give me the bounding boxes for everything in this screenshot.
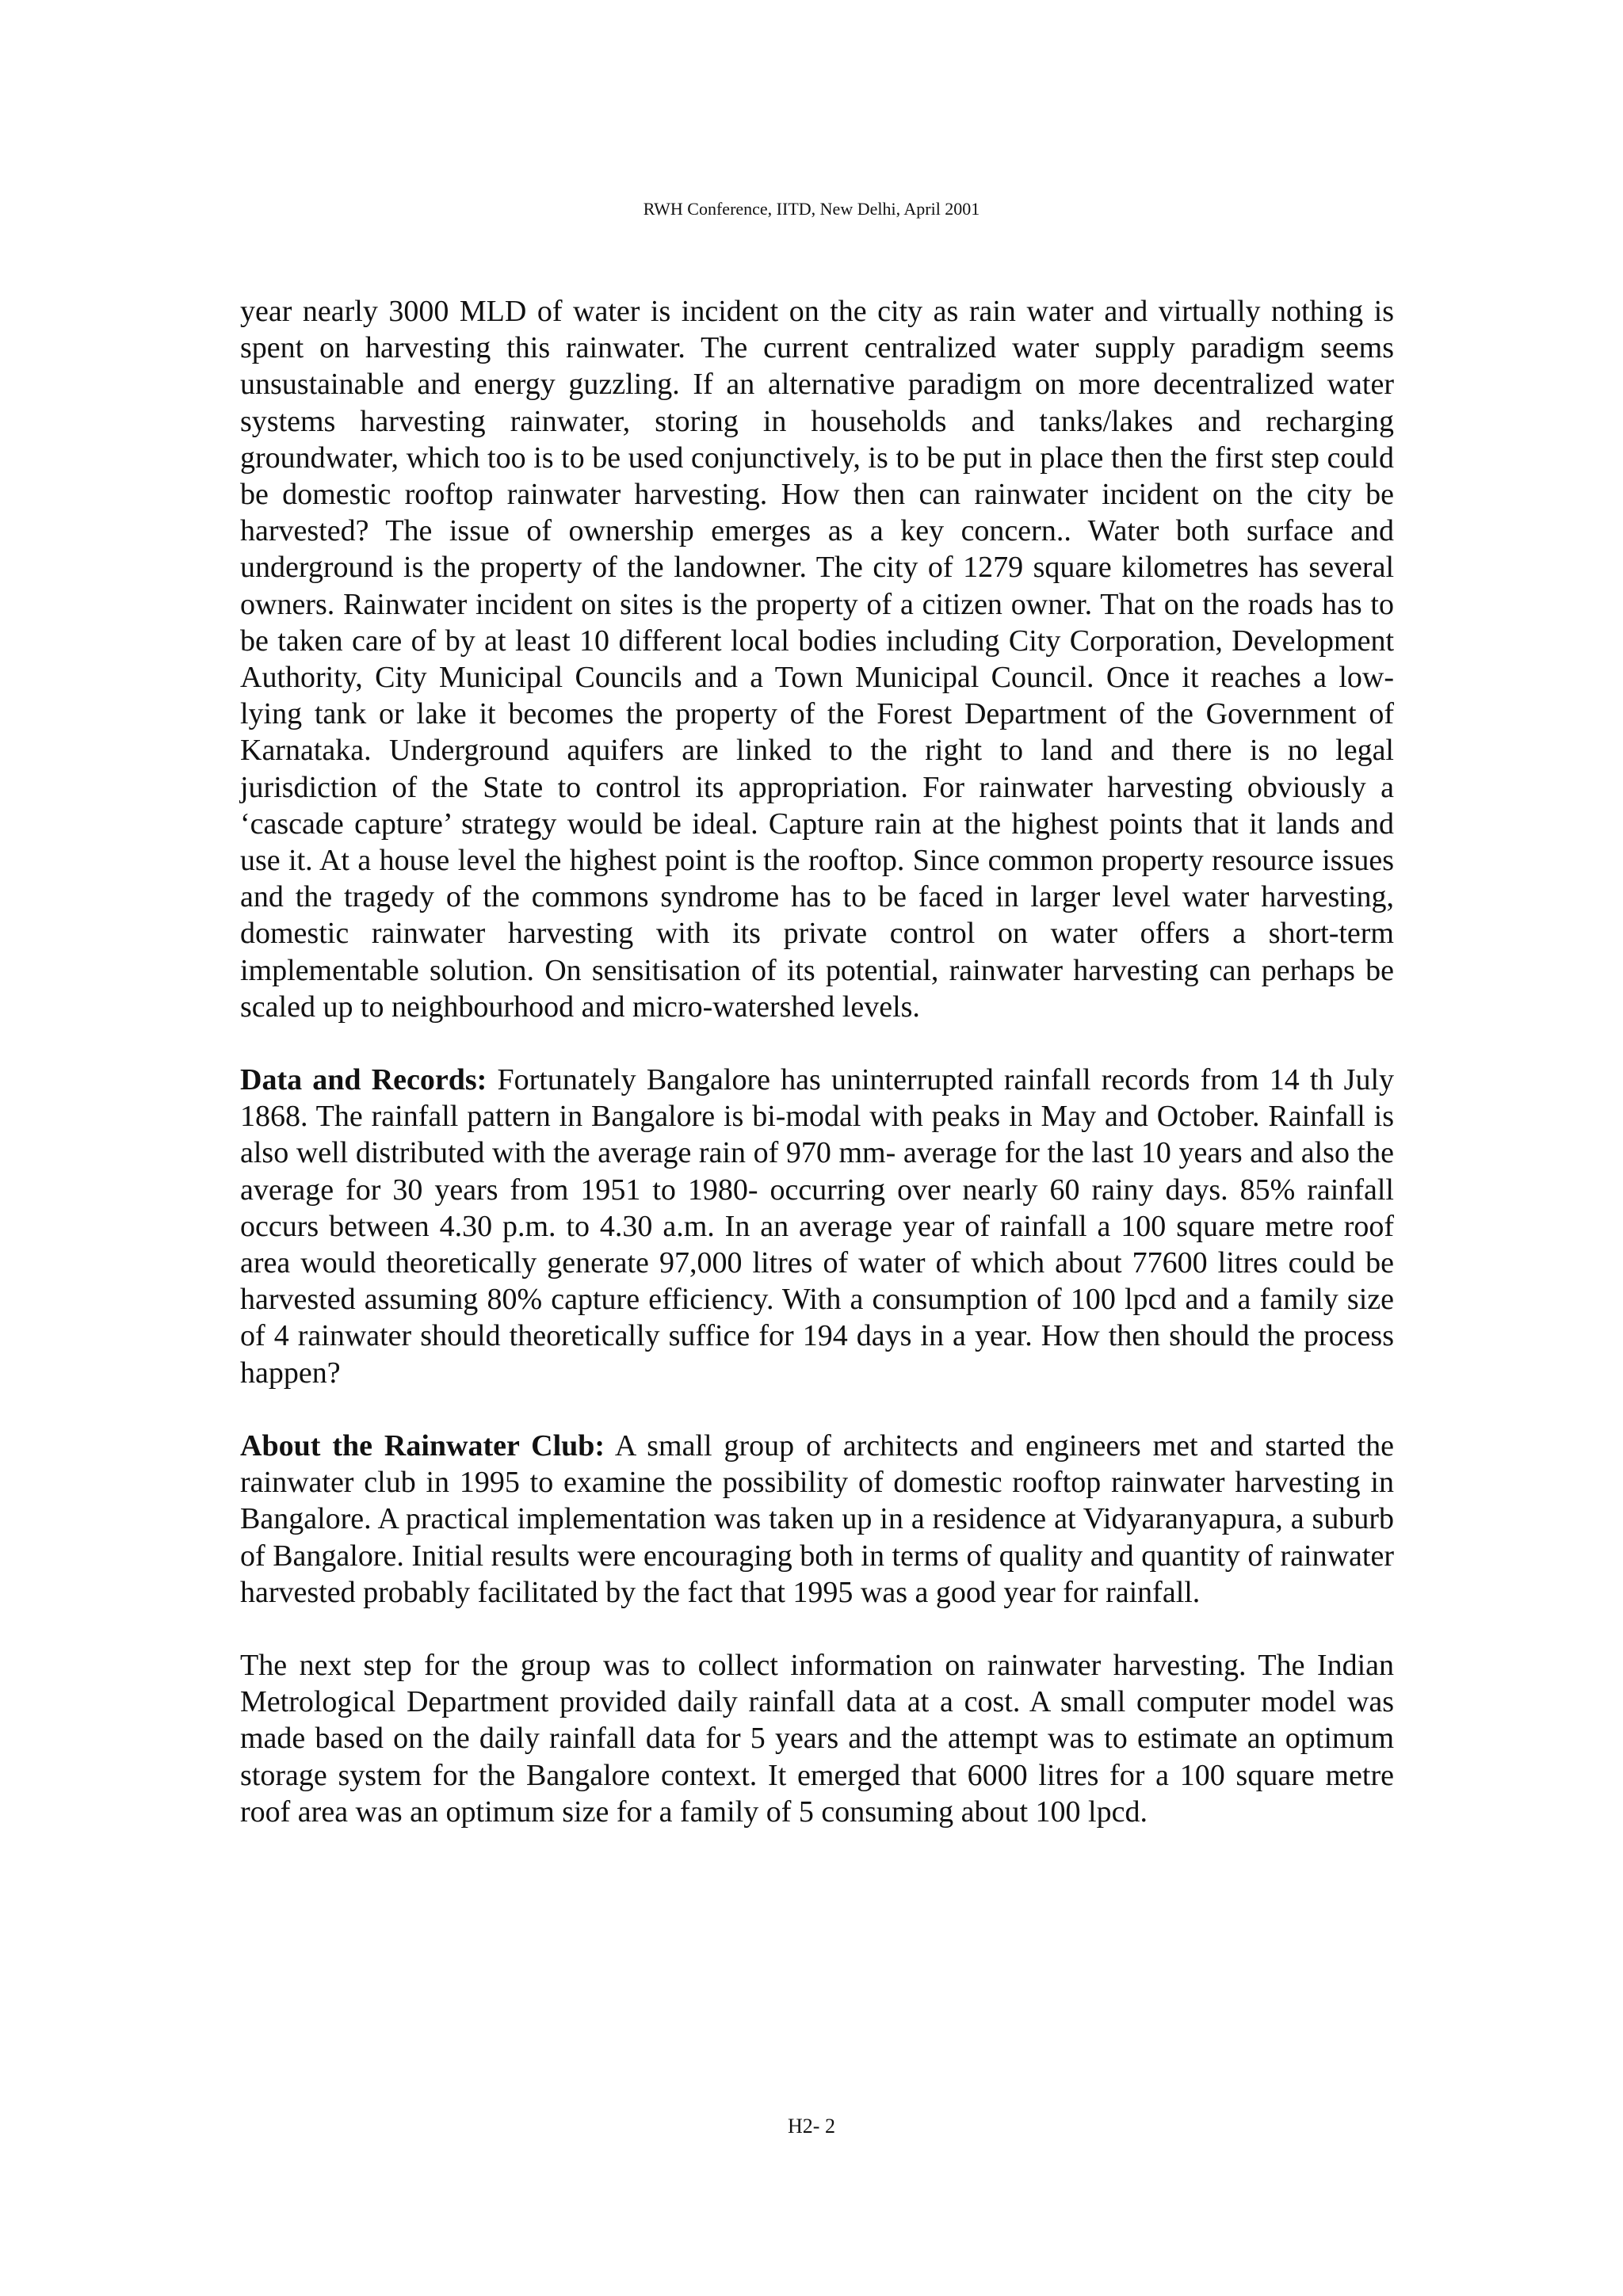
paragraph-text: A small group of architects and engineers met and started the rainwater club in 1995 to examine the possibility of domestic rooftop rainwater harvesting in Bangalore. A practical implementation was taken up in a residence at Vidyaranyapura, a suburb of Bangalore. Initial results were encouraging both in terms of quality and quantity of rainwater harvested probably facilitated by the fact that 1995 was a good year for rainfall. [240, 1428, 1395, 1609]
paragraph-text: Fortunately Bangalore has uninterrupted rainfall records from 14 th July 1868. The rainfall pattern in Bangalore is bi-modal with peaks in May and October. Rainfall is also well distributed with the average rain of 970 mm- average for the last 10 years and also the average for 30 years from 1951 to 1980- occurring over nearly 60 rainy days. 85% rainfall occurs between 4.30 p.m. to 4.30 a.m. In an average year of rainfall a 100 square metre roof area would theoretically generate 97,000 litres of water of which about 77600 litres could be harvested assuming 80% capture efficiency. With a consumption of 100 lpcd and a family size of 4 rainwater should theoretically suffice for 194 days in a year. How then should the process happen? [240, 1063, 1394, 1390]
running-header: RWH Conference, IITD, New Delhi, April 2001 [643, 199, 980, 219]
section-heading-data-and-records: Data and Records: [240, 1063, 487, 1097]
paragraph-data-and-records [240, 1062, 1394, 1391]
document-body [240, 293, 1394, 1830]
paragraph-ownership: year nearly 3000 MLD of water is incident on the city as rain water and virtually nothing is spent on harvesting this rainwater. The current centralized water supply paradigm seems unsustainable and energy guzzling. If an alternative paradigm on more decentralized water systems harvesting rainwater, storing in households and tanks/lakes and recharging groundwater, which too is to be used conjunctively, is to be put in place then the first step could be domestic rooftop rainwater harvesting. How then can rainwater incident on the city be harvested? The issue of ownership emerges as a key concern.. Water both surface and underground is the property of the landowner. The city of 1279 square kilometres has several owners. Rainwater incident on sites is the property of a citizen owner. That on the roads has to be taken care of by at least 10 different local bodies including City Corporation, Development Authority, City Municipal Councils and a Town Municipal Council. Once it reaches a low-lying tank or lake it becomes the property of the Forest Department of the Government of Karnataka. Underground aquifers are linked to the right to land and there is no legal jurisdiction of the State to control its appropriation. For rainwater harvesting obviously a ‘cascade capture’ strategy would be ideal. Capture rain at the highest points that it lands and use it. At a house level the highest point is the rooftop. Since common property resource issues and the tragedy of the commons syndrome has to be faced in larger level water harvesting, domestic rainwater harvesting with its private control on water offers a short-term implementable solution. On sensitisation of its potential, rainwater harvesting can perhaps be scaled up to neighbourhood and micro-watershed levels. [240, 295, 1394, 1024]
section-heading-rainwater-club: About the Rainwater Club: [240, 1428, 605, 1463]
page-number: H2- 2 [788, 2115, 835, 2138]
paragraph-rainwater-club [240, 1428, 1394, 1611]
paragraph-next-step: The next step for the group was to collect information on rainwater harvesting. The Indian Metrological Department provided daily rainfall data at a cost. A small computer model was made based on the daily rainfall data for 5 years and the attempt was to estimate an optimum storage system for the Bangalore context. It emerged that 6000 litres for a 100 square metre roof area was an optimum size for a family of 5 consuming about 100 lpcd. [240, 1648, 1394, 1829]
